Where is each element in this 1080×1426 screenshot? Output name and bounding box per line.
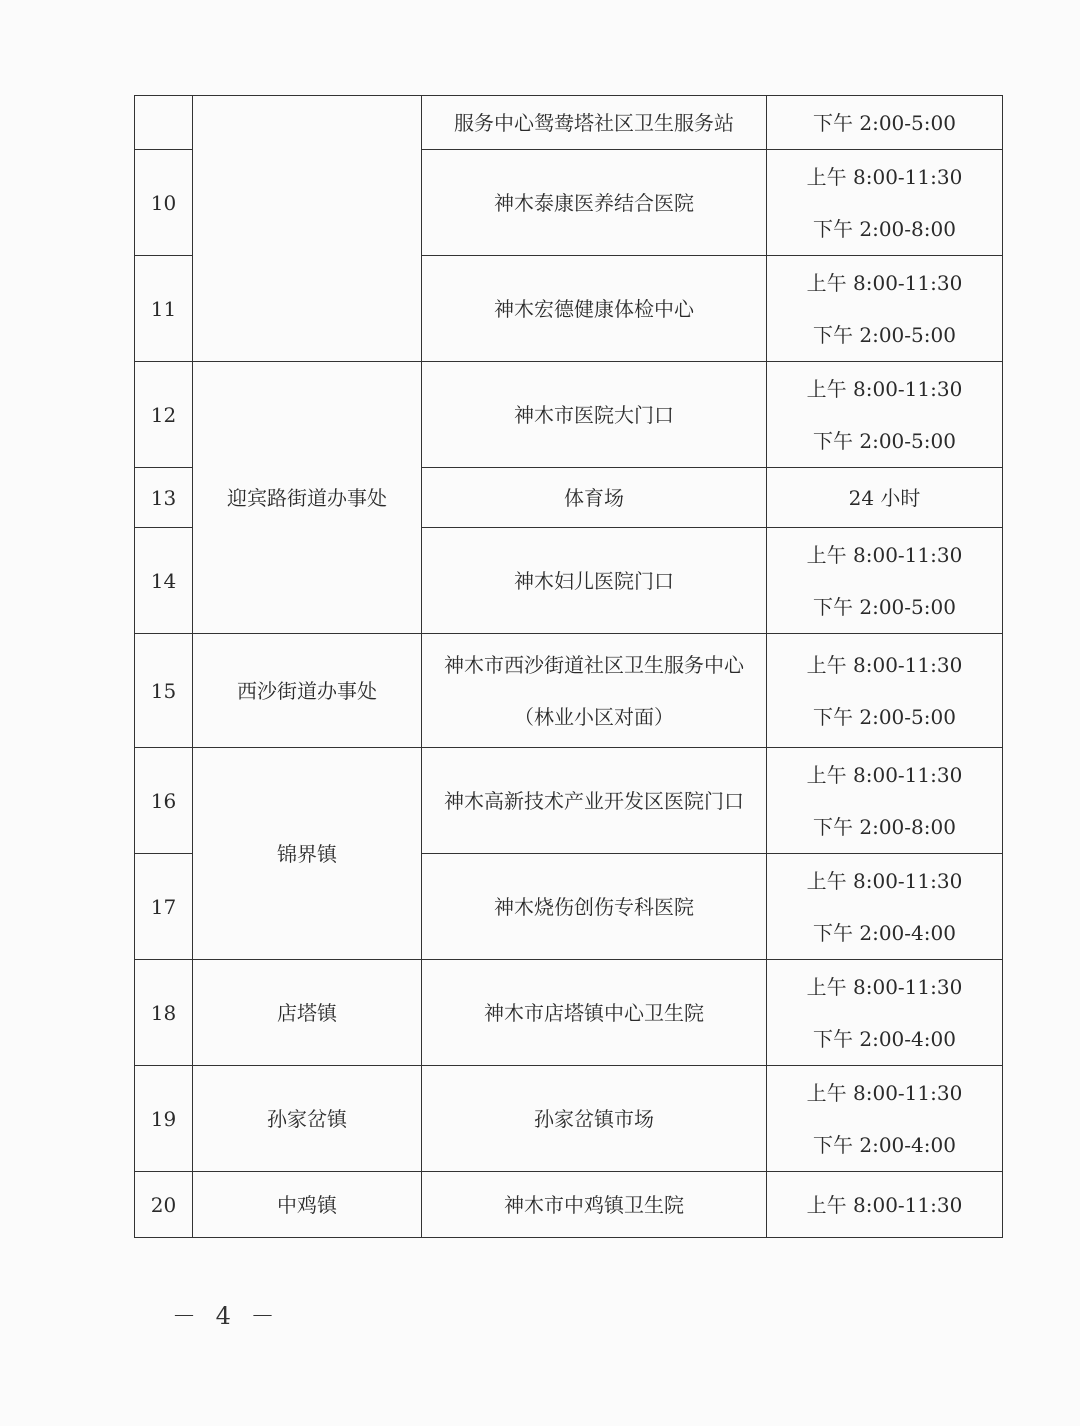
row-number: 17 <box>135 854 193 960</box>
hours-cell: 上午 8:00-11:30 下午 2:00-8:00 <box>767 748 1003 854</box>
site-cell: 神木市店塔镇中心卫生院 <box>422 960 767 1066</box>
row-number: 10 <box>135 150 193 256</box>
table-row <box>135 634 1003 748</box>
site-cell: 神木宏德健康体检中心 <box>422 256 767 362</box>
row-number: 16 <box>135 748 193 854</box>
site-cell: 神木烧伤创伤专科医院 <box>422 854 767 960</box>
row-number: 13 <box>135 468 193 528</box>
district-cell-empty <box>193 96 422 362</box>
row-number: 14 <box>135 528 193 634</box>
site-cell: 体育场 <box>422 468 767 528</box>
row-number: 15 <box>135 634 193 748</box>
hours-cell: 上午 8:00-11:30 下午 2:00-4:00 <box>767 960 1003 1066</box>
hours-cell: 上午 8:00-11:30 下午 2:00-4:00 <box>767 854 1003 960</box>
site-cell: 神木妇儿医院门口 <box>422 528 767 634</box>
site-cell: 神木泰康医养结合医院 <box>422 150 767 256</box>
table-row <box>135 1172 1003 1238</box>
table-row <box>135 1066 1003 1172</box>
row-number: 11 <box>135 256 193 362</box>
table-row <box>135 748 1003 854</box>
hours-cell: 上午 8:00-11:30 下午 2:00-5:00 <box>767 528 1003 634</box>
site-cell: 神木市中鸡镇卫生院 <box>422 1172 767 1238</box>
site-cell: 孙家岔镇市场 <box>422 1066 767 1172</box>
hours-cell: 上午 8:00-11:30 下午 2:00-5:00 <box>767 362 1003 468</box>
table-row <box>135 362 1003 468</box>
row-number: 20 <box>135 1172 193 1238</box>
row-number: 12 <box>135 362 193 468</box>
district-cell: 西沙街道办事处 <box>193 634 422 748</box>
hours-cell: 上午 8:00-11:30 下午 2:00-5:00 <box>767 256 1003 362</box>
row-number <box>135 96 193 150</box>
page-number: － 4 － <box>172 1302 281 1330</box>
site-cell: 神木市西沙街道社区卫生服务中心 （林业小区对面） <box>422 634 767 748</box>
hours-cell: 上午 8:00-11:30 下午 2:00-5:00 <box>767 634 1003 748</box>
site-cell: 神木市医院大门口 <box>422 362 767 468</box>
row-number: 19 <box>135 1066 193 1172</box>
table-row <box>135 960 1003 1066</box>
site-cell: 服务中心鸳鸯塔社区卫生服务站 <box>422 96 767 150</box>
row-number: 18 <box>135 960 193 1066</box>
testing-sites-table <box>134 95 1003 1238</box>
district-cell: 迎宾路街道办事处 <box>193 362 422 634</box>
table-row <box>135 96 1003 150</box>
hours-cell: 上午 8:00-11:30 下午 2:00-8:00 <box>767 150 1003 256</box>
site-cell: 神木高新技术产业开发区医院门口 <box>422 748 767 854</box>
hours-cell: 24 小时 <box>767 468 1003 528</box>
district-cell: 中鸡镇 <box>193 1172 422 1238</box>
district-cell: 店塔镇 <box>193 960 422 1066</box>
hours-cell: 下午 2:00-5:00 <box>767 96 1003 150</box>
hours-cell: 上午 8:00-11:30 <box>767 1172 1003 1238</box>
hours-cell: 上午 8:00-11:30 下午 2:00-4:00 <box>767 1066 1003 1172</box>
district-cell: 锦界镇 <box>193 748 422 960</box>
district-cell: 孙家岔镇 <box>193 1066 422 1172</box>
